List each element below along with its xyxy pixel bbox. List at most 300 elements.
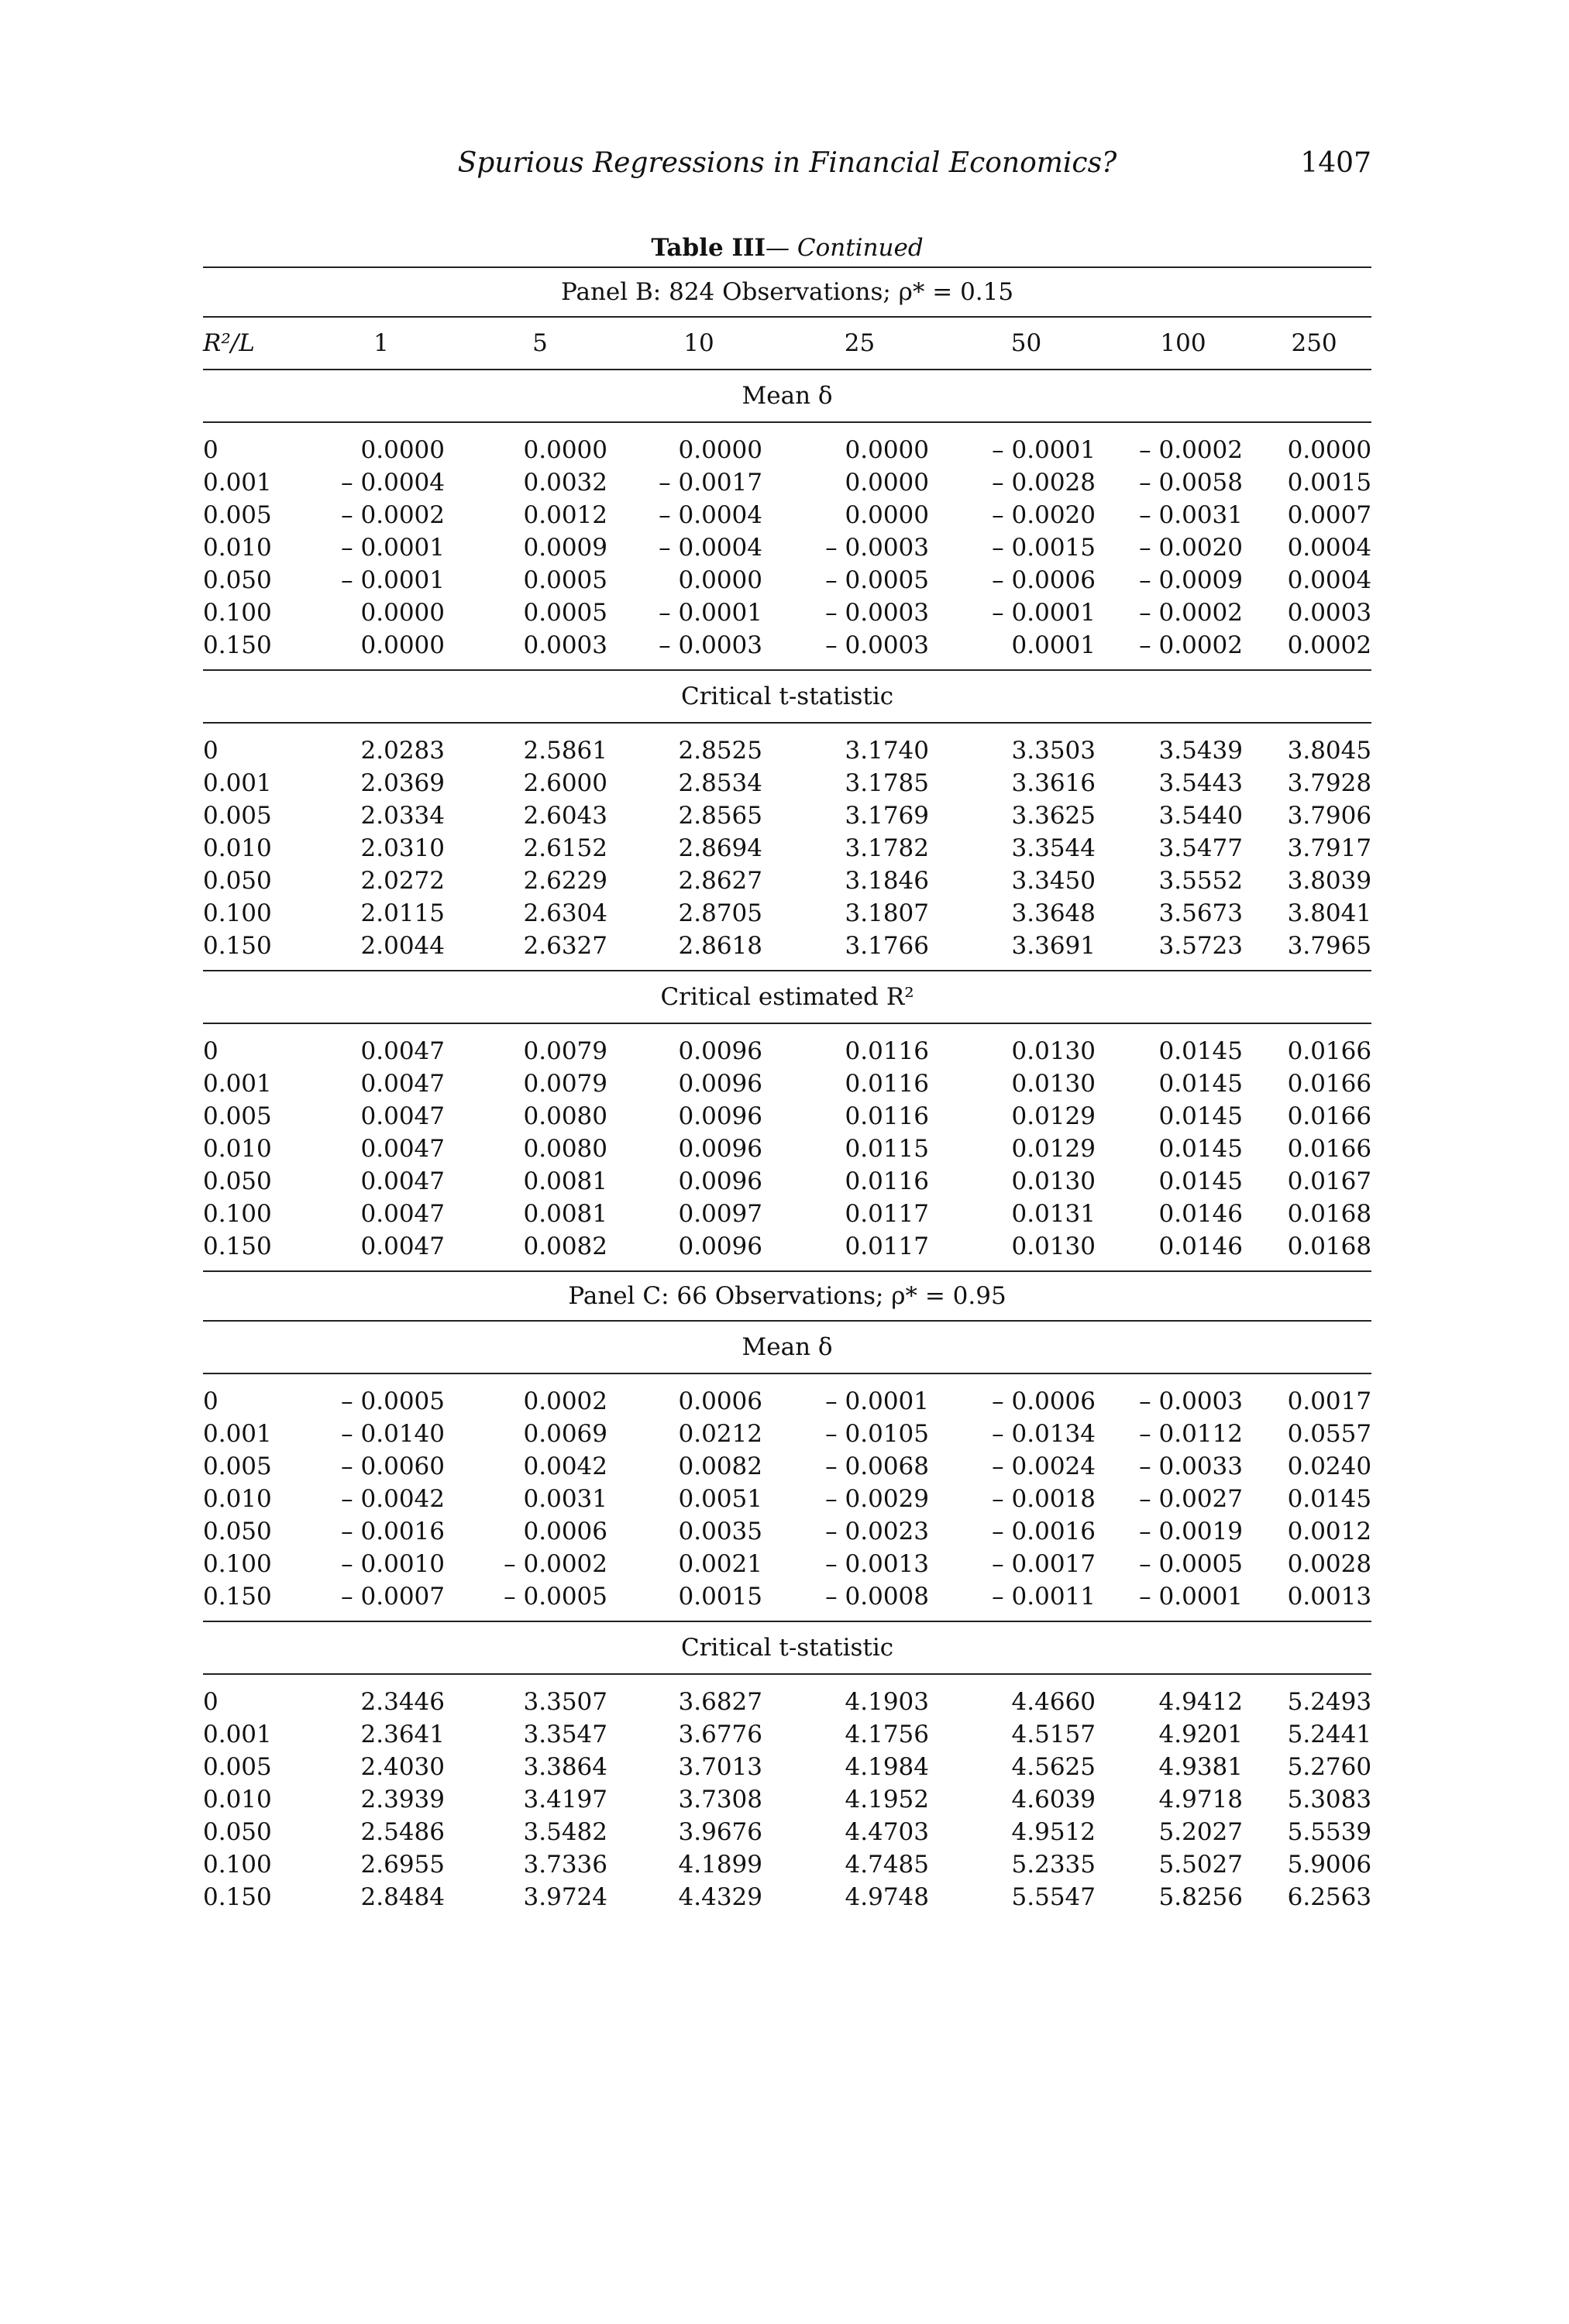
- table-cell: – 0.0001: [341, 534, 445, 562]
- table-cell: – 0.0013: [825, 1550, 929, 1578]
- table-cell: 3.7928: [1287, 769, 1372, 797]
- table-row: [203, 1100, 1371, 1133]
- table-cell: 0.0130: [1011, 1167, 1096, 1195]
- table-cell: 4.5157: [1011, 1721, 1096, 1748]
- table-cell: 0.0047: [360, 1232, 445, 1260]
- table-cell: – 0.0003: [659, 631, 762, 659]
- table-cell: – 0.0029: [825, 1485, 929, 1513]
- table-cell: 0.0005: [523, 599, 607, 627]
- table-cell: – 0.0042: [341, 1485, 445, 1513]
- table-cell: 3.7013: [678, 1753, 762, 1781]
- table-cell: – 0.0003: [825, 631, 929, 659]
- table-cell: 0.0000: [845, 469, 929, 497]
- table-cell: 0.0028: [1287, 1550, 1372, 1578]
- table-row: [203, 1881, 1371, 1913]
- table-cell: 4.1756: [845, 1721, 929, 1748]
- table-cell: 4.1952: [845, 1786, 929, 1813]
- row-label: 0.005: [203, 1753, 272, 1781]
- table-cell: – 0.0002: [1139, 599, 1243, 627]
- row-label: 0.001: [203, 769, 272, 797]
- table-cell: – 0.0016: [341, 1518, 445, 1545]
- panel-title-row: [203, 267, 1371, 317]
- table-cell: 0.0129: [1011, 1135, 1096, 1163]
- table-cell: 3.5723: [1158, 932, 1243, 960]
- row-label: 0.050: [203, 1518, 272, 1545]
- results-table: [203, 266, 1371, 1921]
- table-caption-continued: Continued: [797, 234, 924, 262]
- table-cell: – 0.0002: [504, 1550, 607, 1578]
- table-cell: – 0.0033: [1139, 1452, 1243, 1480]
- table-cell: 0.0096: [678, 1232, 762, 1260]
- table-cell: – 0.0007: [341, 1583, 445, 1611]
- table-row: [203, 499, 1371, 531]
- section-title-row: [203, 370, 1371, 422]
- panel-title: Panel B: 824 Observations; ρ* = 0.15: [203, 267, 1371, 317]
- table-cell: 4.9201: [1158, 1721, 1243, 1748]
- table-cell: 0.0212: [678, 1420, 762, 1448]
- table-cell: 3.1769: [845, 802, 929, 830]
- table-cell: 2.8484: [360, 1883, 445, 1911]
- table-cell: 2.6304: [523, 899, 607, 927]
- table-cell: 4.9748: [845, 1883, 929, 1911]
- table-cell: 4.1903: [845, 1688, 929, 1716]
- table-cell: 0.0096: [678, 1070, 762, 1098]
- table-cell: – 0.0023: [825, 1518, 929, 1545]
- table-cell: 0.0080: [523, 1102, 607, 1130]
- table-cell: 4.4329: [678, 1883, 762, 1911]
- table-cell: 0.0002: [523, 1387, 607, 1415]
- table-cell: – 0.0018: [992, 1485, 1096, 1513]
- row-label: 0.150: [203, 631, 272, 659]
- table-cell: 0.0006: [523, 1518, 607, 1545]
- table-cell: – 0.0001: [1139, 1583, 1243, 1611]
- row-label: 0.005: [203, 1102, 272, 1130]
- table-row: [203, 1580, 1371, 1613]
- table-cell: 3.7917: [1287, 834, 1372, 862]
- table-cell: 4.6039: [1011, 1786, 1096, 1813]
- table-cell: 3.3616: [1011, 769, 1096, 797]
- table-cell: 4.1899: [678, 1851, 762, 1879]
- table-caption-label: Table III: [651, 234, 766, 262]
- table-cell: 4.5625: [1011, 1753, 1096, 1781]
- table-cell: 0.0146: [1158, 1200, 1243, 1228]
- table-cell: 0.0130: [1011, 1070, 1096, 1098]
- table-cell: 2.4030: [360, 1753, 445, 1781]
- row-label: 0.100: [203, 599, 272, 627]
- row-label: 0.150: [203, 1583, 272, 1611]
- table-cell: – 0.0004: [659, 534, 762, 562]
- table-cell: 5.3083: [1287, 1786, 1372, 1813]
- table-cell: 3.3648: [1011, 899, 1096, 927]
- table-cell: 2.6955: [360, 1851, 445, 1879]
- table-cell: 2.8534: [678, 769, 762, 797]
- row-label: 0.001: [203, 1070, 272, 1098]
- section-title: Critical t-statistic: [203, 1621, 1371, 1674]
- table-caption-separator: —: [765, 234, 797, 262]
- table-cell: – 0.0005: [825, 566, 929, 594]
- table-cell: 3.1846: [845, 867, 929, 895]
- table-container: [203, 229, 1371, 1921]
- row-label: 0.005: [203, 1452, 272, 1480]
- table-cell: 2.6327: [523, 932, 607, 960]
- table-body: [203, 267, 1371, 1921]
- table-row: [203, 1816, 1371, 1848]
- table-row: [203, 466, 1371, 499]
- column-header-lag: 1: [304, 317, 459, 370]
- row-label: 0.001: [203, 1420, 272, 1448]
- row-label: 0.010: [203, 1135, 272, 1163]
- table-cell: 0.0000: [360, 436, 445, 464]
- column-header-lag: 100: [1110, 317, 1257, 370]
- table-cell: 2.8694: [678, 834, 762, 862]
- table-cell: – 0.0140: [341, 1420, 445, 1448]
- table-cell: 0.0003: [1287, 599, 1372, 627]
- running-head: [203, 147, 1371, 186]
- table-cell: 3.5443: [1158, 769, 1243, 797]
- table-cell: 2.0044: [360, 932, 445, 960]
- table-cell: 0.0145: [1158, 1037, 1243, 1065]
- table-row: [203, 897, 1371, 930]
- table-cell: 4.4660: [1011, 1688, 1096, 1716]
- table-cell: 0.0000: [678, 566, 762, 594]
- table-cell: 0.0130: [1011, 1232, 1096, 1260]
- table-cell: 2.6000: [523, 769, 607, 797]
- table-cell: – 0.0027: [1139, 1485, 1243, 1513]
- table-cell: – 0.0006: [992, 1387, 1096, 1415]
- table-cell: 3.7308: [678, 1786, 762, 1813]
- row-label: 0.010: [203, 1485, 272, 1513]
- table-cell: 2.3939: [360, 1786, 445, 1813]
- table-cell: – 0.0008: [825, 1583, 929, 1611]
- table-cell: 0.0240: [1287, 1452, 1372, 1480]
- table-cell: 0.0013: [1287, 1583, 1372, 1611]
- table-cell: 0.0017: [1287, 1387, 1372, 1415]
- table-cell: 0.0117: [845, 1232, 929, 1260]
- table-cell: 0.0167: [1287, 1167, 1372, 1195]
- table-cell: 0.0096: [678, 1135, 762, 1163]
- table-row: [203, 865, 1371, 897]
- table-cell: – 0.0001: [341, 566, 445, 594]
- table-cell: 0.0035: [678, 1518, 762, 1545]
- table-row: [203, 1483, 1371, 1515]
- table-cell: – 0.0001: [992, 436, 1096, 464]
- column-header-lag: 10: [621, 317, 776, 370]
- table-cell: – 0.0019: [1139, 1518, 1243, 1545]
- table-cell: 0.0145: [1158, 1167, 1243, 1195]
- table-cell: 0.0080: [523, 1135, 607, 1163]
- table-cell: 6.2563: [1287, 1883, 1372, 1911]
- table-cell: 0.0168: [1287, 1232, 1372, 1260]
- table-cell: – 0.0005: [1139, 1550, 1243, 1578]
- table-cell: 0.0097: [678, 1200, 762, 1228]
- row-label: 0.050: [203, 1167, 272, 1195]
- table-cell: 0.0047: [360, 1167, 445, 1195]
- table-cell: – 0.0024: [992, 1452, 1096, 1480]
- table-row: [203, 564, 1371, 596]
- table-cell: 0.0047: [360, 1135, 445, 1163]
- table-cell: 5.2441: [1287, 1721, 1372, 1748]
- table-cell: – 0.0011: [992, 1583, 1096, 1611]
- table-cell: – 0.0015: [992, 534, 1096, 562]
- table-cell: 3.1766: [845, 932, 929, 960]
- table-cell: 0.0001: [1011, 631, 1096, 659]
- table-cell: 0.0168: [1287, 1200, 1372, 1228]
- table-cell: 3.8039: [1287, 867, 1372, 895]
- table-cell: 0.0000: [845, 436, 929, 464]
- table-cell: 0.0166: [1287, 1070, 1372, 1098]
- section-title: Critical estimated R²: [203, 971, 1371, 1023]
- table-row: [203, 930, 1371, 962]
- row-label: 0: [203, 1387, 218, 1415]
- table-cell: 4.9381: [1158, 1753, 1243, 1781]
- table-cell: 0.0082: [678, 1452, 762, 1480]
- row-label: 0.005: [203, 501, 272, 529]
- column-header-lag: 5: [459, 317, 621, 370]
- table-cell: 5.5027: [1158, 1851, 1243, 1879]
- table-cell: 4.4703: [845, 1818, 929, 1846]
- table-row: [203, 531, 1371, 564]
- table-cell: 2.5486: [360, 1818, 445, 1846]
- table-cell: 0.0116: [845, 1167, 929, 1195]
- table-cell: 0.0032: [523, 469, 607, 497]
- table-cell: 0.0096: [678, 1167, 762, 1195]
- table-cell: – 0.0001: [659, 599, 762, 627]
- table-cell: 0.0015: [1287, 469, 1372, 497]
- row-label: 0: [203, 737, 218, 765]
- table-cell: – 0.0001: [992, 599, 1096, 627]
- table-row: [203, 832, 1371, 865]
- table-cell: 2.0334: [360, 802, 445, 830]
- row-label: 0: [203, 1037, 218, 1065]
- table-cell: 0.0047: [360, 1037, 445, 1065]
- table-cell: 3.3544: [1011, 834, 1096, 862]
- table-cell: 3.6827: [678, 1688, 762, 1716]
- row-label: 0.010: [203, 534, 272, 562]
- section-title: Mean δ: [203, 370, 1371, 422]
- table-cell: 5.2027: [1158, 1818, 1243, 1846]
- table-cell: 0.0116: [845, 1037, 929, 1065]
- table-row: [203, 1848, 1371, 1881]
- table-row: [203, 799, 1371, 832]
- section-title-row: [203, 971, 1371, 1023]
- table-cell: 4.9718: [1158, 1786, 1243, 1813]
- table-cell: 3.7906: [1287, 802, 1372, 830]
- table-cell: 0.0005: [523, 566, 607, 594]
- table-cell: 0.0082: [523, 1232, 607, 1260]
- table-cell: 0.0000: [360, 599, 445, 627]
- table-cell: 0.0096: [678, 1102, 762, 1130]
- table-cell: 0.0081: [523, 1167, 607, 1195]
- row-label: 0.100: [203, 899, 272, 927]
- table-row: [203, 1718, 1371, 1751]
- table-cell: 3.1782: [845, 834, 929, 862]
- table-row: [203, 596, 1371, 629]
- table-cell: 0.0031: [523, 1485, 607, 1513]
- column-header-r2-l: R²/L: [203, 317, 304, 370]
- table-cell: 0.0145: [1158, 1070, 1243, 1098]
- table-cell: 0.0000: [523, 436, 607, 464]
- table-row: [203, 1385, 1371, 1418]
- table-cell: 3.3450: [1011, 867, 1096, 895]
- table-cell: – 0.0020: [1139, 534, 1243, 562]
- row-label: 0.050: [203, 1818, 272, 1846]
- table-cell: – 0.0003: [825, 599, 929, 627]
- table-cell: 4.1984: [845, 1753, 929, 1781]
- table-cell: 3.3547: [523, 1721, 607, 1748]
- table-cell: 0.0145: [1158, 1135, 1243, 1163]
- table-cell: – 0.0060: [341, 1452, 445, 1480]
- table-cell: 5.5539: [1287, 1818, 1372, 1846]
- row-label: 0.010: [203, 1786, 272, 1813]
- table-cell: 3.3864: [523, 1753, 607, 1781]
- table-cell: 0.0079: [523, 1037, 607, 1065]
- table-row: [203, 629, 1371, 662]
- table-cell: 3.4197: [523, 1786, 607, 1813]
- table-cell: 2.0310: [360, 834, 445, 862]
- column-header-lag: 250: [1257, 317, 1371, 370]
- row-label: 0.100: [203, 1550, 272, 1578]
- table-cell: – 0.0058: [1139, 469, 1243, 497]
- table-cell: 0.0006: [678, 1387, 762, 1415]
- table-caption: [203, 229, 1371, 266]
- table-cell: – 0.0002: [1139, 631, 1243, 659]
- row-label: 0.050: [203, 867, 272, 895]
- table-cell: – 0.0068: [825, 1452, 929, 1480]
- table-cell: 0.0081: [523, 1200, 607, 1228]
- table-row: [203, 1418, 1371, 1450]
- table-cell: 3.3625: [1011, 802, 1096, 830]
- table-cell: 3.5439: [1158, 737, 1243, 765]
- table-cell: – 0.0003: [1139, 1387, 1243, 1415]
- table-cell: 0.0012: [1287, 1518, 1372, 1545]
- table-cell: – 0.0028: [992, 469, 1096, 497]
- table-cell: 2.8565: [678, 802, 762, 830]
- table-row: [203, 734, 1371, 767]
- section-title-row: [203, 1621, 1371, 1674]
- row-label: 0.005: [203, 802, 272, 830]
- table-cell: 3.9676: [678, 1818, 762, 1846]
- table-cell: – 0.0010: [341, 1550, 445, 1578]
- table-cell: – 0.0009: [1139, 566, 1243, 594]
- table-cell: 2.6152: [523, 834, 607, 862]
- table-cell: 0.0166: [1287, 1037, 1372, 1065]
- table-cell: 3.7965: [1287, 932, 1372, 960]
- table-cell: 2.8525: [678, 737, 762, 765]
- table-cell: 2.8618: [678, 932, 762, 960]
- table-cell: 3.5440: [1158, 802, 1243, 830]
- table-row: [203, 434, 1371, 466]
- table-cell: 0.0047: [360, 1200, 445, 1228]
- table-cell: 0.0145: [1158, 1102, 1243, 1130]
- table-cell: 2.6043: [523, 802, 607, 830]
- column-header-row: [203, 317, 1371, 370]
- table-cell: 3.5477: [1158, 834, 1243, 862]
- table-cell: 0.0004: [1287, 534, 1372, 562]
- table-cell: 3.6776: [678, 1721, 762, 1748]
- panel-title: Panel C: 66 Observations; ρ* = 0.95: [203, 1271, 1371, 1321]
- table-cell: – 0.0006: [992, 566, 1096, 594]
- table-cell: – 0.0016: [992, 1518, 1096, 1545]
- table-cell: 0.0116: [845, 1070, 929, 1098]
- table-cell: 0.0015: [678, 1583, 762, 1611]
- table-cell: 0.0131: [1011, 1200, 1096, 1228]
- table-cell: 2.0283: [360, 737, 445, 765]
- table-cell: 3.9724: [523, 1883, 607, 1911]
- section-title: Critical t-statistic: [203, 670, 1371, 723]
- row-label: 0.150: [203, 1232, 272, 1260]
- table-cell: 3.1807: [845, 899, 929, 927]
- table-cell: 0.0021: [678, 1550, 762, 1578]
- row-label: 0.100: [203, 1851, 272, 1879]
- table-row: [203, 1230, 1371, 1263]
- table-row: [203, 1450, 1371, 1483]
- row-label: 0: [203, 1688, 218, 1716]
- table-cell: – 0.0017: [659, 469, 762, 497]
- table-cell: 3.5673: [1158, 899, 1243, 927]
- table-cell: – 0.0005: [504, 1583, 607, 1611]
- row-label: 0.150: [203, 1883, 272, 1911]
- table-cell: 0.0069: [523, 1420, 607, 1448]
- table-cell: 0.0000: [678, 436, 762, 464]
- row-label: 0.050: [203, 566, 272, 594]
- column-header-lag: 25: [776, 317, 943, 370]
- table-cell: 3.7336: [523, 1851, 607, 1879]
- table-row: [203, 1751, 1371, 1783]
- table-row: [203, 1165, 1371, 1198]
- table-cell: 0.0130: [1011, 1037, 1096, 1065]
- table-cell: – 0.0017: [992, 1550, 1096, 1578]
- table-cell: 2.0115: [360, 899, 445, 927]
- table-cell: 0.0115: [845, 1135, 929, 1163]
- table-cell: 2.8705: [678, 899, 762, 927]
- table-cell: – 0.0031: [1139, 501, 1243, 529]
- table-cell: 3.3503: [1011, 737, 1096, 765]
- table-cell: 5.5547: [1011, 1883, 1096, 1911]
- table-cell: 3.8045: [1287, 737, 1372, 765]
- table-cell: 0.0146: [1158, 1232, 1243, 1260]
- table-cell: 0.0003: [523, 631, 607, 659]
- table-row: [203, 1548, 1371, 1580]
- table-cell: 5.2493: [1287, 1688, 1372, 1716]
- table-cell: 0.0145: [1287, 1485, 1372, 1513]
- table-cell: 0.0000: [360, 631, 445, 659]
- table-cell: 0.0129: [1011, 1102, 1096, 1130]
- table-cell: 0.0079: [523, 1070, 607, 1098]
- row-label: 0.100: [203, 1200, 272, 1228]
- section-title-row: [203, 670, 1371, 723]
- table-row: [203, 767, 1371, 799]
- table-row: [203, 1515, 1371, 1548]
- table-cell: 0.0166: [1287, 1102, 1372, 1130]
- table-cell: 2.0369: [360, 769, 445, 797]
- table-cell: 0.0051: [678, 1485, 762, 1513]
- table-cell: 3.3691: [1011, 932, 1096, 960]
- table-cell: 3.3507: [523, 1688, 607, 1716]
- column-header-lag: 50: [943, 317, 1110, 370]
- table-row: [203, 1133, 1371, 1165]
- table-cell: 0.0096: [678, 1037, 762, 1065]
- running-title: Spurious Regressions in Financial Economics?: [457, 147, 1117, 179]
- table-cell: 2.0272: [360, 867, 445, 895]
- table-cell: 0.0166: [1287, 1135, 1372, 1163]
- table-cell: – 0.0004: [659, 501, 762, 529]
- table-row: [203, 1783, 1371, 1816]
- table-cell: 2.8627: [678, 867, 762, 895]
- table-cell: 0.0042: [523, 1452, 607, 1480]
- row-label: 0.001: [203, 1721, 272, 1748]
- table-cell: 3.1740: [845, 737, 929, 765]
- page-number: 1407: [1300, 147, 1371, 179]
